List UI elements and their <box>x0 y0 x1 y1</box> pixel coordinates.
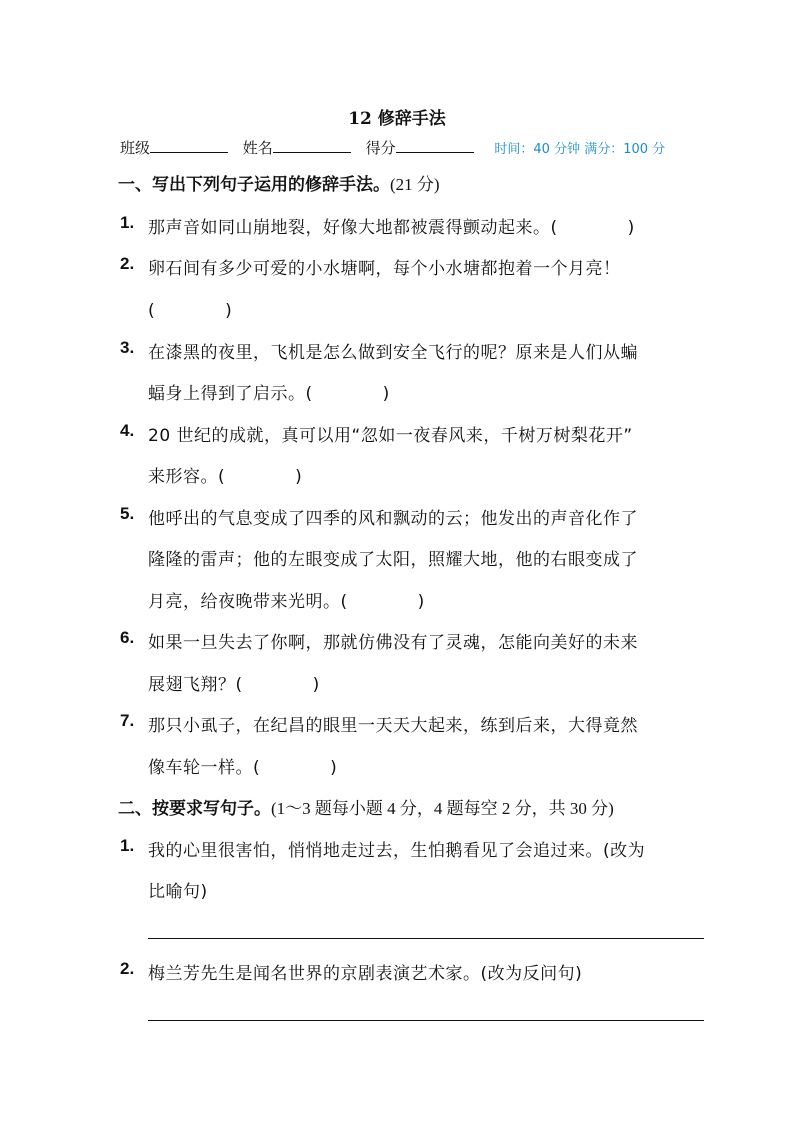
section1-heading <box>118 170 440 195</box>
s2-q2-number: 2. <box>120 959 135 978</box>
time-info: 时间：40 分钟 满分：100 分 <box>494 142 666 157</box>
s2-q1-answer-line[interactable] <box>148 938 704 939</box>
q5-text-line2: 隆隆的雷声；他的左眼变成了太阳，照耀大地，他的右眼变成了 <box>148 550 638 570</box>
q2-text: 卵石间有多少可爱的小水塘啊，每个小水塘都抱着一个月亮！ <box>148 259 621 279</box>
q4-text-line2: 来形容。( ) <box>148 467 303 487</box>
q5-number: 5. <box>120 504 135 523</box>
name-blank[interactable] <box>273 137 351 153</box>
class-blank[interactable] <box>150 137 228 153</box>
s2-q1-number: 1. <box>120 836 135 855</box>
q4-number: 4. <box>120 421 135 440</box>
q3-text-line2: 蝠身上得到了启示。( ) <box>148 384 390 404</box>
q6-number: 6. <box>120 628 135 647</box>
q5-text-line1: 他呼出的气息变成了四季的风和飘动的云；他发出的声音化作了 <box>148 509 638 529</box>
q3-text-line1: 在漆黑的夜里，飞机是怎么做到安全飞行的呢？原来是人们从蝙 <box>148 343 638 363</box>
q6-text-line2: 展翅飞翔？( ) <box>148 675 320 695</box>
section2-heading <box>118 794 614 819</box>
q4-text-line1: 20 世纪的成就，真可以用“忽如一夜春风来，千树万树梨花开” <box>148 426 633 446</box>
q2-number: 2. <box>120 254 135 273</box>
q5-text-line3: 月亮，给夜晚带来光明。( ) <box>148 592 425 612</box>
class-label: 班级 <box>120 139 151 157</box>
q7-text-line1: 那只小虱子，在纪昌的眼里一天天大起来，练到后来，大得竟然 <box>148 716 638 736</box>
q3-number: 3. <box>120 338 135 357</box>
q1-number: 1. <box>120 213 135 232</box>
q7-number: 7. <box>120 711 135 730</box>
score-blank[interactable] <box>396 137 474 153</box>
section2-title: 二、按要求写句子。 <box>118 799 271 819</box>
name-label: 姓名 <box>242 139 273 157</box>
s2-q2-answer-line[interactable] <box>148 1020 704 1021</box>
s2-q2-text: 梅兰芳先生是闻名世界的京剧表演艺术家。(改为反问句) <box>148 964 583 984</box>
section1-score: (21 分) <box>390 175 440 194</box>
s2-q1-text-line1: 我的心里很害怕，悄悄地走过去，生怕鹅看见了会追过来。(改为 <box>148 841 646 861</box>
q6-text-line1: 如果一旦失去了你啊，那就仿佛没有了灵魂，怎能向美好的未来 <box>148 633 638 653</box>
q7-text-line2: 像车轮一样。( ) <box>148 758 338 778</box>
s2-q1-text-line2: 比喻句) <box>148 882 208 902</box>
q2-answer[interactable]: ( ) <box>148 301 233 321</box>
header-info <box>120 137 665 158</box>
q1-text: 那声音如同山崩地裂，好像大地都被震得颤动起来。( ) <box>148 218 635 238</box>
section1-title: 一、写出下列句子运用的修辞手法。 <box>118 175 390 195</box>
section2-score: (1～3 题每小题 4 分，4 题每空 2 分，共 30 分) <box>271 799 614 818</box>
score-label: 得分 <box>365 139 396 157</box>
page-title: 12 修辞手法 <box>348 109 446 129</box>
